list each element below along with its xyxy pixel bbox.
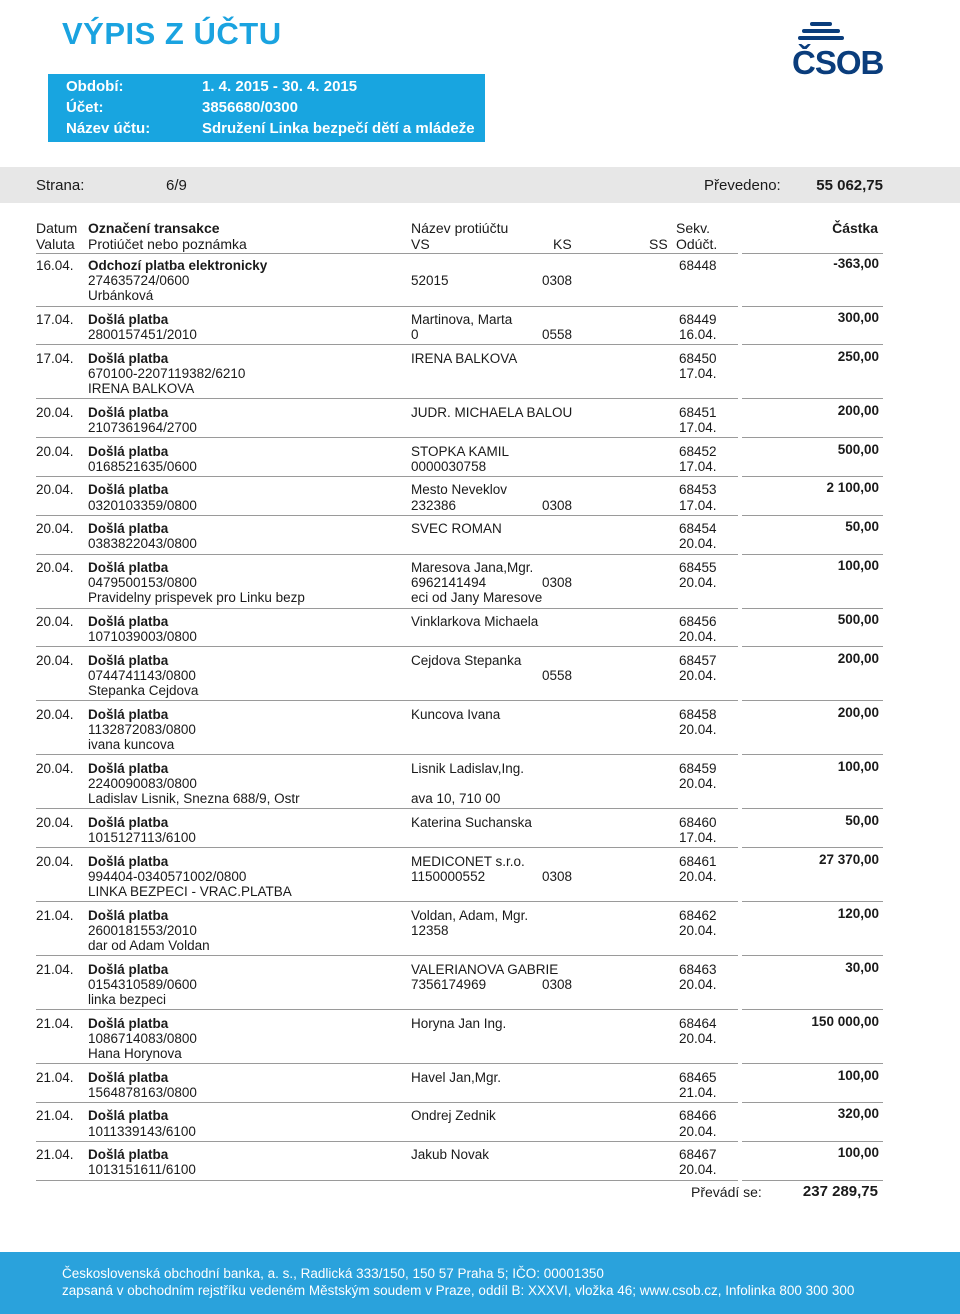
transaction-detail: 274635724/0600	[88, 273, 190, 289]
footer-line-2: zapsaná v obchodním rejstříku vedeném Městským soudem v Praze, oddíl B: XXXVI, vložka 46; www.csob.cz, Infolinka 800 300 300	[62, 1283, 855, 1298]
transaction-detail: 2800157451/2010	[88, 327, 197, 343]
transaction-type: Došlá platba	[88, 1015, 169, 1031]
sequence-number: 68459	[679, 760, 717, 776]
period-label: Období:	[66, 78, 124, 95]
sequence-number: 68453	[679, 482, 717, 498]
account-name-value: Sdružení Linka bezpečí dětí a mládeže	[202, 120, 475, 137]
row-divider	[36, 955, 738, 956]
sequence-number: 68461	[679, 853, 717, 869]
transaction-type: Došlá platba	[88, 482, 169, 498]
transaction-amount: 120,00	[837, 905, 879, 921]
variable-symbol: 0	[411, 327, 419, 343]
transaction-type: Došlá platba	[88, 404, 169, 420]
transaction-date: 16.04.	[36, 258, 74, 273]
booking-date: 16.04.	[679, 327, 717, 343]
row-divider	[36, 1180, 738, 1181]
page-info-bar	[0, 167, 960, 203]
row-divider-amount	[742, 1063, 883, 1064]
booking-date: 17.04.	[679, 419, 717, 435]
constant-symbol: 0308	[542, 976, 573, 992]
row-divider-amount	[742, 700, 883, 701]
transaction-type: Došlá platba	[88, 1069, 169, 1085]
transaction-type: Došlá platba	[88, 706, 169, 722]
booking-date: 21.04.	[679, 1084, 717, 1100]
constant-symbol: 0558	[542, 327, 573, 343]
sequence-number: 68454	[679, 521, 717, 537]
logo-text: ČSOB	[792, 44, 884, 81]
row-divider-amount	[742, 754, 883, 755]
sequence-number: 68462	[679, 907, 717, 923]
row-divider	[36, 808, 738, 809]
account-value: 3856680/0300	[202, 99, 298, 116]
row-divider-amount	[742, 1009, 883, 1010]
row-divider-amount	[742, 808, 883, 809]
page-label: Strana:	[36, 177, 85, 194]
row-divider	[36, 608, 738, 609]
row-divider	[36, 398, 738, 399]
booking-date: 17.04.	[679, 829, 717, 845]
account-name-label: Název účtu:	[66, 120, 151, 137]
row-divider-amount	[742, 955, 883, 956]
sequence-number: 68466	[679, 1108, 717, 1124]
row-divider-amount	[742, 1102, 883, 1103]
booking-date: 20.04.	[679, 922, 717, 938]
counterparty-name: Mesto Neveklov	[411, 482, 508, 498]
sequence-number: 68463	[679, 961, 717, 977]
transaction-detail: 1015127113/6100	[88, 829, 196, 845]
transaction-amount: 200,00	[837, 704, 879, 720]
account-info-box	[48, 74, 485, 142]
transaction-date: 17.04.	[36, 312, 74, 327]
transaction-detail: Ladislav Lisnik, Snezna 688/9, Ostr	[88, 791, 300, 807]
transaction-amount: 100,00	[837, 758, 879, 774]
row-divider-amount	[742, 1141, 883, 1142]
col-booked: Odúčt.	[676, 236, 718, 252]
transaction-date: 21.04.	[36, 1147, 74, 1163]
transaction-type: Došlá platba	[88, 907, 169, 923]
row-divider-amount	[742, 398, 883, 399]
row-divider-amount	[742, 306, 883, 307]
booking-date: 20.04.	[679, 575, 717, 591]
row-divider-amount	[742, 344, 883, 345]
transaction-date: 21.04.	[36, 1069, 74, 1085]
transaction-date: 20.04.	[36, 560, 74, 575]
constant-symbol: 0308	[542, 497, 573, 513]
variable-symbol: 232386	[411, 497, 457, 513]
col-transaction-type: Označení transakce	[88, 220, 220, 236]
counterparty-name: STOPKA KAMIL	[411, 443, 510, 459]
variable-symbol: 12358	[411, 922, 449, 938]
account-label: Účet:	[66, 99, 104, 116]
transaction-type: Došlá platba	[88, 560, 169, 575]
transaction-amount: -363,00	[833, 256, 879, 271]
counterparty-name: Voldan, Adam, Mgr.	[411, 907, 529, 923]
variable-symbol: 1150000552	[411, 868, 486, 884]
transaction-amount: 150 000,00	[811, 1013, 879, 1029]
transaction-detail: 2600181553/2010	[88, 922, 197, 938]
transaction-date: 20.04.	[36, 706, 74, 722]
sequence-number: 68456	[679, 614, 717, 629]
counterparty-name: Maresova Jana,Mgr.	[411, 560, 534, 575]
row-divider	[36, 1141, 738, 1142]
counterparty-name: IRENA BALKOVA	[411, 350, 518, 366]
col-ss: SS	[649, 236, 668, 252]
transaction-type: Došlá platba	[88, 652, 169, 668]
booking-date: 20.04.	[679, 775, 717, 791]
transaction-note: eci od Jany Maresove	[411, 590, 543, 606]
sequence-number: 68449	[679, 312, 717, 327]
transaction-detail: dar od Adam Voldan	[88, 937, 210, 953]
counterparty-name: Vinklarkova Michaela	[411, 614, 539, 629]
transaction-detail: 1013151611/6100	[88, 1162, 196, 1178]
transaction-detail: 2107361964/2700	[88, 419, 197, 435]
row-divider-amount	[742, 476, 883, 477]
row-divider-amount	[742, 1180, 883, 1181]
col-amount: Částka	[832, 220, 878, 236]
row-divider	[36, 847, 738, 848]
transaction-date: 20.04.	[36, 853, 74, 869]
sequence-number: 68460	[679, 814, 717, 830]
row-divider-amount	[742, 646, 883, 647]
header-divider-amount	[742, 253, 883, 254]
row-divider-amount	[742, 437, 883, 438]
constant-symbol: 0308	[542, 273, 573, 289]
transaction-type: Došlá platba	[88, 521, 169, 537]
row-divider	[36, 700, 738, 701]
transaction-date: 17.04.	[36, 350, 74, 366]
carried-value: 55 062,75	[816, 177, 883, 194]
row-divider-amount	[742, 608, 883, 609]
transaction-detail: 1132872083/0800	[88, 721, 196, 737]
row-divider	[36, 1063, 738, 1064]
counterparty-name: Martinova, Marta	[411, 312, 513, 327]
transaction-date: 20.04.	[36, 521, 74, 537]
sequence-number: 68457	[679, 652, 717, 668]
col-vs: VS	[411, 236, 430, 252]
booking-date: 17.04.	[679, 365, 717, 381]
counterparty-name: Horyna Jan Ing.	[411, 1015, 507, 1031]
carried-label: Převedeno:	[704, 177, 781, 194]
transaction-amount: 320,00	[837, 1106, 879, 1122]
row-divider	[36, 1102, 738, 1103]
transaction-amount: 500,00	[837, 612, 879, 627]
sequence-number: 68452	[679, 443, 717, 459]
transaction-amount: 300,00	[837, 310, 879, 325]
col-value-date: Valuta	[36, 236, 75, 252]
sequence-number: 68458	[679, 706, 717, 722]
col-counter-name: Název protiúčtu	[411, 220, 509, 236]
col-ks: KS	[553, 236, 572, 252]
transaction-amount: 50,00	[845, 519, 879, 535]
transaction-date: 20.04.	[36, 614, 74, 629]
transaction-detail: 1564878163/0800	[88, 1084, 197, 1100]
transaction-type: Došlá platba	[88, 814, 169, 830]
booking-date: 20.04.	[679, 667, 717, 683]
variable-symbol: 0000030758	[411, 458, 487, 474]
col-sequence: Sekv.	[676, 220, 710, 236]
sequence-number: 68451	[679, 404, 717, 420]
header-divider	[36, 253, 738, 254]
booking-date: 20.04.	[679, 1030, 717, 1046]
transaction-amount: 30,00	[845, 959, 879, 975]
row-divider	[36, 344, 738, 345]
transaction-date: 21.04.	[36, 1108, 74, 1124]
transaction-detail: 0383822043/0800	[88, 536, 197, 552]
transaction-detail: 670100-2207119382/6210	[88, 365, 246, 381]
transaction-detail: linka bezpeci	[88, 991, 167, 1007]
statement-title: VÝPIS Z ÚČTU	[62, 16, 282, 51]
transaction-type: Došlá platba	[88, 614, 169, 629]
row-divider	[36, 437, 738, 438]
col-date: Datum	[36, 220, 78, 236]
row-divider	[36, 646, 738, 647]
row-divider-amount	[742, 554, 883, 555]
constant-symbol: 0308	[542, 575, 573, 591]
sequence-number: 68450	[679, 350, 717, 366]
transaction-type: Došlá platba	[88, 443, 169, 459]
transaction-amount: 27 370,00	[818, 851, 879, 867]
booking-date: 20.04.	[679, 629, 717, 645]
csob-logo	[790, 20, 885, 80]
counterparty-name: VALERIANOVA GABRIE	[411, 961, 559, 977]
transaction-type: Došlá platba	[88, 853, 169, 869]
sequence-number: 68467	[679, 1147, 717, 1163]
counterparty-name: Cejdova Stepanka	[411, 652, 522, 668]
row-divider	[36, 1009, 738, 1010]
transaction-date: 20.04.	[36, 482, 74, 498]
transaction-detail: Pravidelny prispevek pro Linku bezp	[88, 590, 305, 606]
constant-symbol: 0308	[542, 868, 573, 884]
counterparty-name: Jakub Novak	[411, 1147, 490, 1163]
transaction-detail: 0479500153/0800	[88, 575, 197, 591]
transaction-detail: 0168521635/0600	[88, 458, 197, 474]
sequence-number: 68465	[679, 1069, 717, 1085]
counterparty-name: Kuncova Ivana	[411, 706, 501, 722]
counterparty-name: SVEC ROMAN	[411, 521, 502, 537]
row-divider	[36, 754, 738, 755]
transaction-date: 21.04.	[36, 907, 74, 923]
transaction-amount: 500,00	[837, 441, 879, 457]
transaction-detail: Hana Horynova	[88, 1045, 182, 1061]
col-counter-account: Protiúčet nebo poznámka	[88, 236, 247, 252]
booking-date: 20.04.	[679, 1162, 717, 1178]
row-divider	[36, 306, 738, 307]
booking-date: 20.04.	[679, 536, 717, 552]
transaction-date: 20.04.	[36, 760, 74, 776]
transaction-amount: 250,00	[837, 348, 879, 364]
transaction-date: 20.04.	[36, 443, 74, 459]
variable-symbol: 52015	[411, 273, 449, 289]
transaction-type: Došlá platba	[88, 1147, 169, 1163]
constant-symbol: 0558	[542, 667, 573, 683]
transaction-detail: 994404-0340571002/0800	[88, 868, 247, 884]
footer	[0, 1252, 960, 1314]
transaction-amount: 100,00	[837, 1145, 879, 1161]
row-divider	[36, 901, 738, 902]
transaction-type: Došlá platba	[88, 350, 169, 366]
transaction-type: Došlá platba	[88, 961, 169, 977]
counterparty-name: MEDICONET s.r.o.	[411, 853, 525, 869]
booking-date: 17.04.	[679, 497, 717, 513]
transaction-type: Došlá platba	[88, 1108, 169, 1124]
counterparty-name: JUDR. MICHAELA BALOU	[411, 404, 573, 420]
transaction-amount: 50,00	[845, 812, 879, 828]
row-divider	[36, 476, 738, 477]
counterparty-name: Havel Jan,Mgr.	[411, 1069, 502, 1085]
transaction-type: Došlá platba	[88, 312, 169, 327]
transaction-type: Odchozí platba elektronicky	[88, 258, 268, 273]
carry-over-value: 237 289,75	[802, 1183, 878, 1200]
transaction-detail: 1086714083/0800	[88, 1030, 197, 1046]
booking-date: 20.04.	[679, 976, 717, 992]
counterparty-name: Lisnik Ladislav,Ing.	[411, 760, 525, 776]
transaction-note: ava 10, 710 00	[411, 791, 501, 807]
sequence-number: 68464	[679, 1015, 717, 1031]
transaction-detail: 2240090083/0800	[88, 775, 197, 791]
transaction-detail: ivana kuncova	[88, 737, 175, 753]
transaction-date: 20.04.	[36, 404, 74, 420]
row-divider	[36, 554, 738, 555]
transaction-detail: Stepanka Cejdova	[88, 683, 199, 699]
footer-line-1: Československá obchodní banka, a. s., Radlická 333/150, 150 57 Praha 5; IČO: 00001350	[62, 1266, 604, 1281]
transaction-amount: 200,00	[837, 650, 879, 666]
sequence-number: 68455	[679, 560, 717, 575]
variable-symbol: 7356174969	[411, 976, 487, 992]
transaction-amount: 2 100,00	[826, 480, 879, 496]
row-divider	[36, 515, 738, 516]
booking-date: 20.04.	[679, 868, 717, 884]
transaction-date: 21.04.	[36, 1015, 74, 1031]
transaction-detail: 0154310589/0600	[88, 976, 197, 992]
transaction-date: 21.04.	[36, 961, 74, 977]
transaction-date: 20.04.	[36, 652, 74, 668]
row-divider-amount	[742, 901, 883, 902]
transaction-date: 20.04.	[36, 814, 74, 830]
row-divider-amount	[742, 515, 883, 516]
carry-over-label: Převádí se:	[691, 1184, 762, 1200]
transaction-detail: 0320103359/0800	[88, 497, 197, 513]
sequence-number: 68448	[679, 258, 717, 273]
booking-date: 20.04.	[679, 1123, 717, 1139]
transaction-detail: 1011339143/6100	[88, 1123, 196, 1139]
transaction-detail: 1071039003/0800	[88, 629, 197, 645]
page-number: 6/9	[166, 177, 187, 194]
booking-date: 20.04.	[679, 721, 717, 737]
counterparty-name: Ondrej Zednik	[411, 1108, 496, 1124]
transaction-amount: 200,00	[837, 402, 879, 418]
row-divider-amount	[742, 847, 883, 848]
transaction-detail: LINKA BEZPECI - VRAC.PLATBA	[88, 883, 292, 899]
transaction-detail: Urbánková	[88, 288, 154, 304]
booking-date: 17.04.	[679, 458, 717, 474]
transaction-amount: 100,00	[837, 1067, 879, 1083]
period-value: 1. 4. 2015 - 30. 4. 2015	[202, 78, 358, 95]
transaction-type: Došlá platba	[88, 760, 169, 776]
transaction-amount: 100,00	[837, 558, 879, 573]
transaction-detail: IRENA BALKOVA	[88, 381, 195, 397]
variable-symbol: 6962141494	[411, 575, 487, 591]
counterparty-name: Katerina Suchanska	[411, 814, 532, 830]
transaction-detail: 0744741143/0800	[88, 667, 196, 683]
